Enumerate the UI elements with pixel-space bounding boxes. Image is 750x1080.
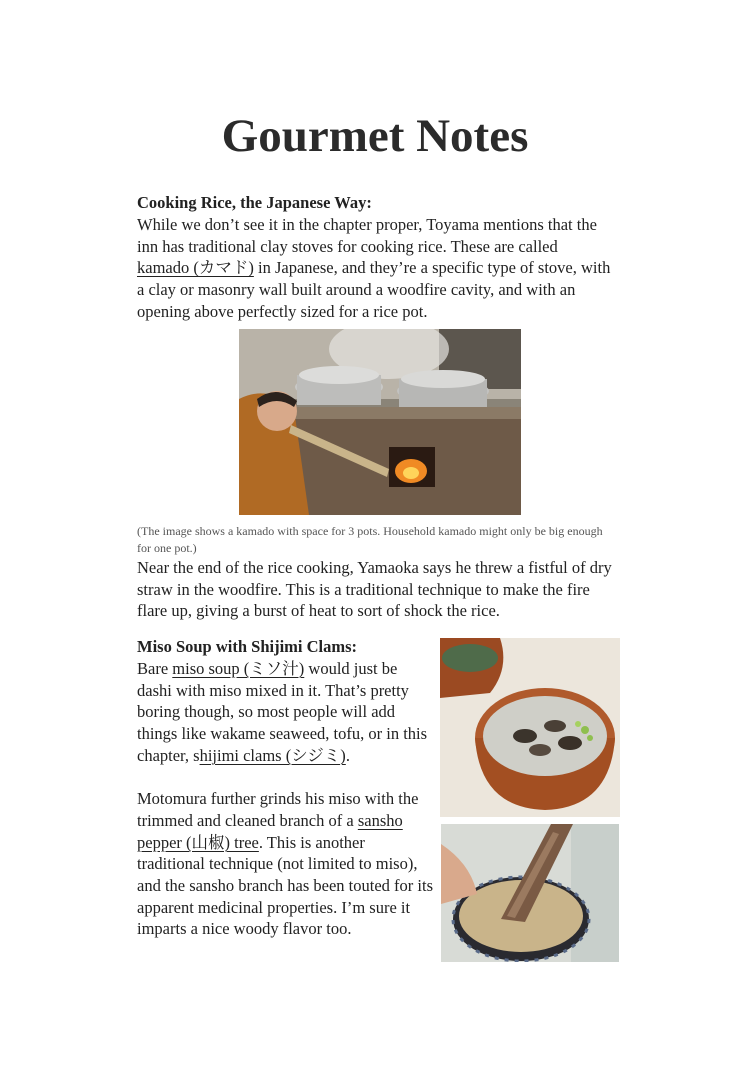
miso-soup-photo [440, 638, 620, 817]
sansho-pepper-link[interactable]: sansho pepper (山椒) tree [137, 810, 403, 852]
miso-p2-text-b: . This is another traditional technique (not limited to miso), and the sansho branch has been touted for its apparent medicinal properties. I’m sure it imparts a nice woody flavor too. [137, 832, 434, 939]
rice-paragraph-2: Near the end of the rice cooking, Yamaoka says he threw a fistful of dry straw in the woodfire. This is a traditional technique to make the fire flare up, giving a burst of heat to sort of shock the rice. [137, 558, 612, 621]
kamado-photo [239, 329, 521, 515]
kamado-caption: (The image shows a kamado with space for 3 pots. Household kamado might only be big enough for one pot.) [137, 524, 603, 555]
miso-paragraph-2 [137, 788, 433, 940]
sansho-grinding-photo [441, 824, 619, 962]
miso-p1-text-a: Bare [137, 659, 173, 678]
miso-soup-link[interactable]: miso soup (ミソ汁) [172, 659, 305, 678]
rice-p1-text-b: in Japanese, and they’re a specific type of stove, with a clay or masonry wall built around a woodfire cavity, and with an opening above perfectly sized for a rice pot. [137, 258, 611, 321]
miso-section [137, 636, 433, 940]
miso-p2-text-a: Motomura further grinds his miso with the trimmed and cleaned branch of a [137, 789, 419, 830]
page-title: Gourmet Notes [221, 110, 529, 162]
shijimi-clams-link[interactable]: hijimi clams (シジミ) [199, 745, 346, 765]
miso-heading: Miso Soup with Shijimi Clams: [137, 637, 358, 656]
rice-section [137, 192, 612, 323]
miso-paragraph-1 [137, 658, 433, 767]
rice-p1-text-a: While we don’t see it in the chapter proper, Toyama mentions that the inn has traditional clay stoves for cooking rice. These are called [137, 215, 597, 256]
rice-heading: Cooking Rice, the Japanese Way: [137, 193, 372, 212]
rice-paragraph-1 [137, 214, 612, 323]
miso-p1-text-b: would just be dashi with miso mixed in it. That’s pretty boring though, so most people will add things like wakame seaweed, tofu, or in this chapter, s [137, 659, 428, 765]
miso-p1-text-c: . [345, 745, 350, 765]
kamado-link[interactable]: kamado (カマド) [137, 258, 254, 278]
